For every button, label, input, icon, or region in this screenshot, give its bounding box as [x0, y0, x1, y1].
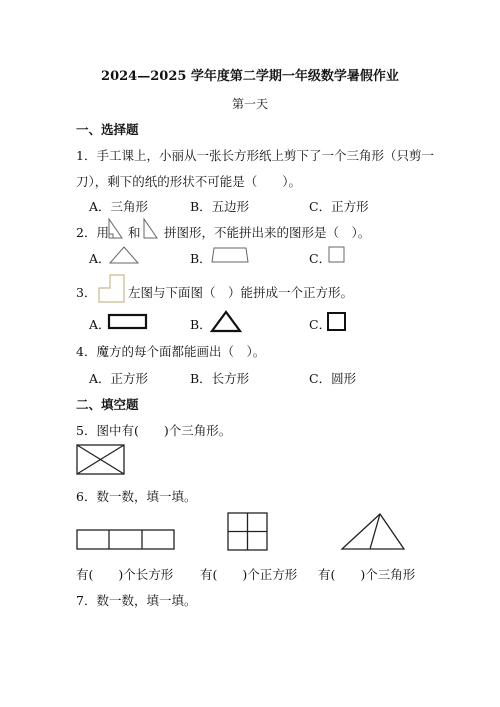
- question-7-text: 7．数一数，填一填。: [76, 593, 197, 608]
- question-3-option-b: B．: [190, 317, 212, 332]
- section-heading-choice: 一、选择题: [76, 122, 139, 137]
- question-1-option-c: C．正方形: [309, 199, 369, 214]
- question-2-prefix: 2．用: [76, 225, 109, 240]
- three-rectangles-figure: [76, 529, 176, 551]
- question-6-text: 6．数一数，填一填。: [76, 489, 197, 504]
- question-6-answer-rectangles: 有( )个长方形: [76, 567, 174, 582]
- right-triangle-piece-icon: [108, 218, 124, 240]
- page-subtitle: 第一天: [231, 97, 268, 111]
- question-4-option-c: C．圆形: [309, 371, 357, 386]
- right-triangle-piece-mirrored-icon: [143, 218, 159, 240]
- question-4-option-b: B．长方形: [190, 371, 250, 386]
- question-2-suffix: 拼图形，不能拼出来的图形是（ ）。: [164, 225, 371, 240]
- question-5-text: 5．图中有( )个三角形。: [76, 423, 232, 438]
- question-6-answer-triangles: 有( )个三角形: [318, 567, 416, 582]
- question-2-middle: 和: [128, 225, 141, 240]
- question-1-line-1: 1．手工课上，小丽从一张长方形纸上剪下了一个三角形（只剪一: [76, 148, 434, 163]
- question-2-option-c: C．: [309, 251, 332, 266]
- question-1-option-a: A．三角形: [89, 199, 149, 214]
- rectangle-with-diagonals-figure: [76, 444, 126, 476]
- question-3-option-c: C．: [309, 317, 332, 332]
- question-3-option-a: A．: [89, 317, 111, 332]
- question-4-option-a: A．正方形: [89, 371, 149, 386]
- square-icon: [328, 246, 346, 264]
- question-1-option-b: B．五边形: [190, 199, 250, 214]
- question-6-answer-squares: 有( )个正方形: [200, 567, 298, 582]
- question-3-prefix: 3．: [76, 285, 97, 300]
- question-4-text: 4．魔方的每个面都能画出（ ）。: [76, 344, 266, 359]
- isosceles-triangle-icon: [108, 245, 140, 265]
- square-icon: [327, 312, 347, 332]
- question-2-option-a: A．: [89, 251, 111, 266]
- question-2-option-b: B．: [190, 251, 212, 266]
- triangle-icon: [210, 310, 242, 334]
- triangles-figure: [340, 512, 406, 552]
- question-3-text: 左图与下面图（ ）能拼成一个正方形。: [128, 285, 354, 300]
- question-1-line-2: 刀），剩下的纸的形状不可能是（ ）。: [76, 174, 302, 189]
- four-squares-figure: [227, 512, 269, 552]
- l-shape-piece-icon: [98, 274, 126, 304]
- trapezoid-icon: [210, 246, 250, 264]
- page-title: 2024—2025 学年度第二学期一年级数学暑假作业: [101, 69, 399, 84]
- rectangle-icon: [108, 313, 148, 331]
- section-heading-fill: 二、填空题: [76, 397, 139, 412]
